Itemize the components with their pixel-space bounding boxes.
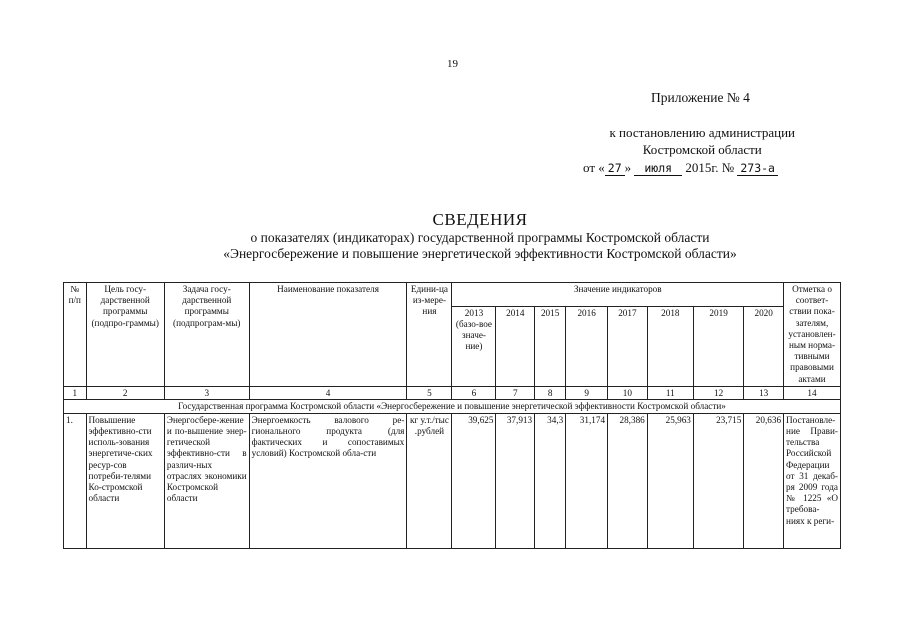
column-number: 11 xyxy=(647,386,693,399)
header-mark: Отметка о соответ-ствии пока-зателям, установлен-ным норма-тивными правовыми актами xyxy=(784,283,841,387)
cell-mark: Постановле-ние Прави-тельства Российской Федерации от 31 декаб-ря 2009 года № 1225 «О требова-ниях к реги- xyxy=(784,413,841,548)
date-day: 27 xyxy=(605,161,625,176)
resolution-reference xyxy=(609,124,795,158)
document-title xyxy=(0,210,905,262)
column-number: 10 xyxy=(608,386,648,399)
title-main: СВЕДЕНИЯ xyxy=(432,210,528,229)
header-year: 2014 xyxy=(496,306,535,386)
date-year: 2015г. № xyxy=(685,160,735,175)
table-header-row xyxy=(64,283,841,307)
header-year: 2020 xyxy=(744,306,784,386)
column-number: 4 xyxy=(249,386,407,399)
resolution-line-1: к постановлению администрации xyxy=(609,125,795,140)
column-number: 1 xyxy=(64,386,87,399)
header-year: 2016 xyxy=(566,306,608,386)
header-unit: Едини-ца из-мере-ния xyxy=(407,283,452,387)
cell-task: Энергосбере-жение и по-вышение энер-гетической эффективно-сти в различ-ных отраслях экономики Костромской области xyxy=(164,413,249,548)
header-year: 2013 (базо-вое значе-ние) xyxy=(452,306,496,386)
column-number: 13 xyxy=(744,386,784,399)
header-year: 2018 xyxy=(647,306,693,386)
title-line-2: «Энергосбережение и повышение энергетической эффективности Костромской области» xyxy=(223,246,737,261)
page-number: 19 xyxy=(447,58,458,70)
header-values-group: Значение индикаторов xyxy=(452,283,784,307)
header-year: 2019 xyxy=(693,306,743,386)
date-month: июля xyxy=(634,161,682,176)
header-no: № п/п xyxy=(64,283,87,387)
resolution-line-2: Костромской области xyxy=(642,142,762,157)
cell-value: 31,174 xyxy=(566,413,608,548)
cell-value: 20,636 xyxy=(744,413,784,548)
cell-value: 34,3 xyxy=(535,413,566,548)
cell-value: 37,913 xyxy=(496,413,535,548)
header-goal: Цель госу-дарственной программы (подпро-граммы) xyxy=(86,283,164,387)
date-prefix: от « xyxy=(583,160,605,175)
cell-unit: кг у.т./тыс .рублей xyxy=(407,413,452,548)
cell-value: 25,963 xyxy=(647,413,693,548)
column-number: 8 xyxy=(535,386,566,399)
column-number: 6 xyxy=(452,386,496,399)
cell-indicator: Энергоемкость валового ре-гионального продукта (для фактических и сопоставимых условий) Костромской обла-сти xyxy=(249,413,407,548)
resolution-date-line xyxy=(583,160,778,176)
indicators-table xyxy=(63,282,841,549)
header-indicator: Наименование показателя xyxy=(249,283,407,387)
column-numbers-row xyxy=(64,386,841,399)
cell-value: 39,625 xyxy=(452,413,496,548)
date-mid: » xyxy=(624,160,632,175)
column-number: 12 xyxy=(693,386,743,399)
header-task: Задача госу-дарственной программы (подпрограм-мы) xyxy=(164,283,249,387)
cell-goal: Повышение эффективно-сти исполь-зования энергетиче-ских ресур-сов потреби-телями Ко-стромской области xyxy=(86,413,164,548)
program-title-row xyxy=(64,399,841,413)
cell-value: 28,386 xyxy=(608,413,648,548)
column-number: 14 xyxy=(784,386,841,399)
column-number: 5 xyxy=(407,386,452,399)
header-year: 2015 xyxy=(535,306,566,386)
cell-value: 23,715 xyxy=(693,413,743,548)
table-row xyxy=(64,413,841,548)
resolution-number: 273-а xyxy=(737,161,778,176)
column-number: 7 xyxy=(496,386,535,399)
appendix-label: Приложение № 4 xyxy=(651,90,750,105)
column-number: 2 xyxy=(86,386,164,399)
program-title: Государственная программа Костромской области «Энергосбережение и повышение энергетической эффективности Костромской области» xyxy=(64,399,841,413)
cell-no: 1. xyxy=(64,413,87,548)
title-line-1: о показателях (индикаторах) государственной программы Костромской области xyxy=(250,230,710,245)
column-number: 9 xyxy=(566,386,608,399)
header-year: 2017 xyxy=(608,306,648,386)
column-number: 3 xyxy=(164,386,249,399)
